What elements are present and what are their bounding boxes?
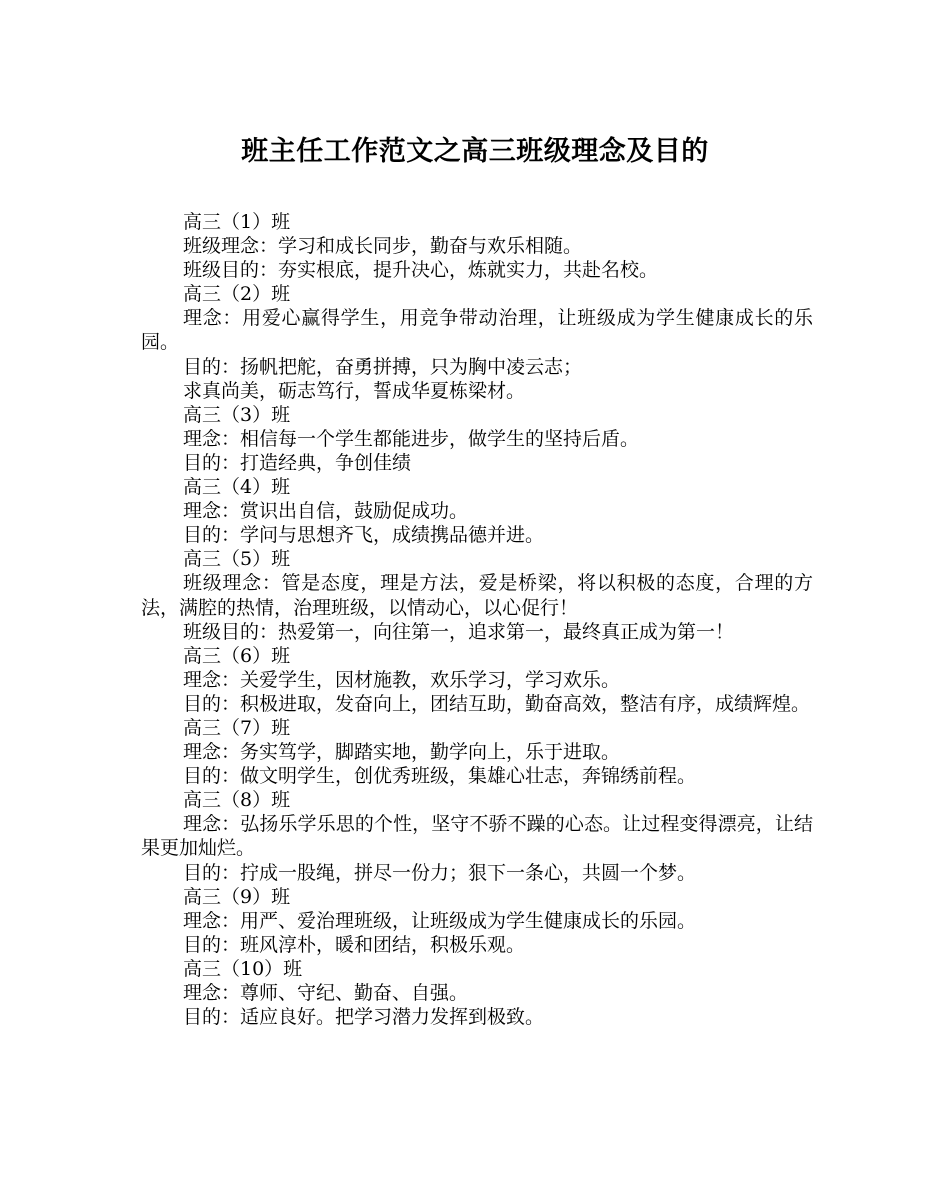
class-1-heading: 高三（1）班 — [183, 211, 291, 233]
class-4-heading: 高三（4）班 — [183, 476, 291, 499]
class-2-heading: 高三（2）班 — [183, 283, 291, 306]
class-9-heading: 高三（9）班 — [183, 885, 291, 908]
class-9-philosophy: 理念：用严、爱治理班级，让班级成为学生健康成长的乐园。 — [183, 909, 697, 932]
class-6-philosophy: 理念：关爱学生，因材施教，欢乐学习，学习欢乐。 — [183, 668, 621, 691]
class-4-philosophy: 理念：赏识出自信，鼓励促成功。 — [183, 500, 469, 523]
class-2-goal-continued: 求真尚美，砺志笃行，誓成华夏栋梁材。 — [183, 379, 526, 402]
class-10-heading: 高三（10）班 — [183, 957, 303, 980]
class-7-heading: 高三（7）班 — [183, 716, 291, 739]
class-9-goal: 目的：班风淳朴，暖和团结，积极乐观。 — [183, 933, 526, 956]
class-4-goal: 目的：学问与思想齐飞，成绩携品德并进。 — [183, 524, 545, 547]
class-8-goal: 目的：拧成一股绳，拼尽一份力；狠下一条心，共圆一个梦。 — [183, 861, 697, 884]
class-7-philosophy: 理念：务实笃学，脚踏实地，勤学向上，乐于进取。 — [183, 741, 621, 764]
document-body — [141, 210, 813, 1029]
class-10-philosophy: 理念：尊师、守纪、勤奋、自强。 — [183, 982, 469, 1004]
class-6-heading: 高三（6）班 — [183, 644, 291, 667]
class-1-philosophy: 班级理念：学习和成长同步，勤奋与欢乐相随。 — [183, 235, 583, 258]
class-5-philosophy: 班级理念：管是态度，理是方法，爱是桥梁，将以积极的态度，合理的方法，满腔的热情，治理班级，以情动心，以心促行！ — [141, 572, 813, 619]
class-2-goal: 目的：扬帆把舵，奋勇拼搏，只为胸中凌云志； — [183, 355, 583, 378]
class-3-goal: 目的：打造经典，争创佳绩 — [183, 451, 412, 474]
class-7-goal: 目的：做文明学生，创优秀班级，集雄心壮志，奔锦绣前程。 — [183, 765, 697, 788]
class-6-goal: 目的：积极进取，发奋向上，团结互助，勤奋高效，整洁有序，成绩辉煌。 — [183, 692, 811, 715]
class-5-goal: 班级目的：热爱第一，向往第一，追求第一，最终真正成为第一！ — [183, 620, 735, 643]
class-3-heading: 高三（3）班 — [183, 403, 291, 426]
class-2-philosophy: 理念：用爱心赢得学生，用竞争带动治理，让班级成为学生健康成长的乐园。 — [141, 307, 813, 354]
class-8-philosophy: 理念：弘扬乐学乐思的个性，坚守不骄不躁的心态。让过程变得漂亮，让结果更加灿烂。 — [141, 813, 813, 860]
class-3-philosophy: 理念：相信每一个学生都能进步，做学生的坚持后盾。 — [183, 427, 640, 450]
class-8-heading: 高三（8）班 — [183, 789, 291, 812]
class-10-goal: 目的：适应良好。把学习潜力发挥到极致。 — [183, 1006, 545, 1029]
class-1-goal: 班级目的：夯实根底，提升决心，炼就实力，共赴名校。 — [183, 259, 659, 282]
class-5-heading: 高三（5）班 — [183, 548, 291, 571]
document-title: 班主任工作范文之高三班级理念及目的 — [241, 136, 709, 167]
